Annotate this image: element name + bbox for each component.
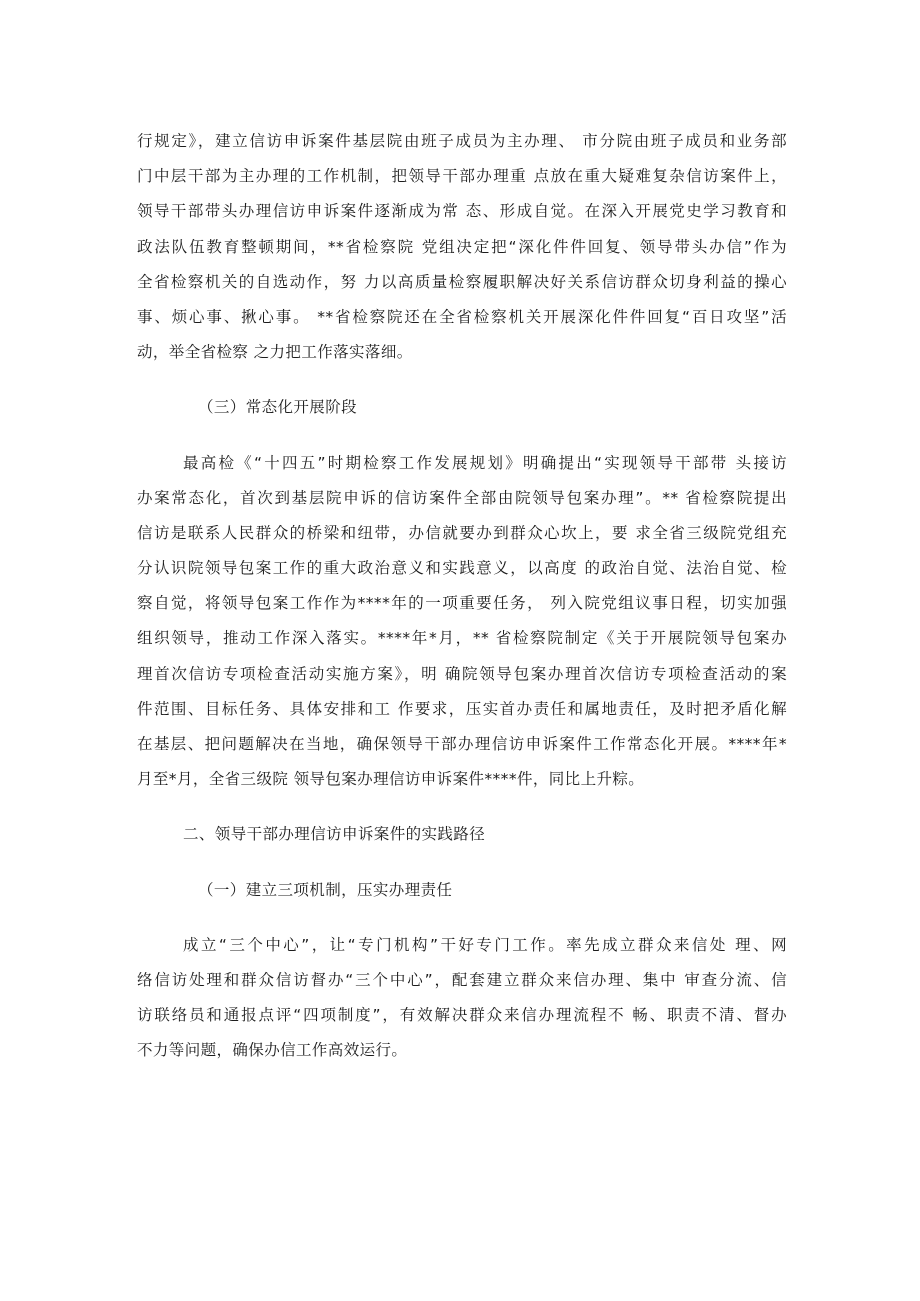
- text-line: 信访是联系人民群众的桥梁和纽带，办信就要办到群众心坎上，要 求全省三级院党组充: [137, 523, 787, 542]
- text-line: 分认识院领导包案工作的重大政治意义和实践意义，以高度 的政治自觉、法治自觉、检: [137, 559, 787, 578]
- document-body: [137, 124, 787, 1069]
- text-line: 访联络员和通报点评“四项制度”，有效解决群众来信办理流程不 畅、职责不清、督办: [137, 1006, 787, 1025]
- text-line: 不力等问题，确保办信工作高效运行。: [137, 1041, 408, 1060]
- text-line: 办案常态化，首次到基层院申诉的信访案件全部由院领导包案办理”。** 省检察院提出: [137, 488, 787, 507]
- paragraph: [137, 928, 787, 1069]
- text-line: 成立“三个中心”，让“专门机构”干好专门工作。率先成立群众来信处 理、网: [183, 935, 787, 954]
- text-line: 政法队伍教育整顿期间，**省检察院 党组决定把“深化件件回复、领导带头办信”作为: [137, 237, 787, 256]
- text-line: 理首次信访专项检查活动实施方案》，明 确院领导包案办理首次信访专项检查活动的案: [137, 664, 787, 683]
- text-line: 在基层、把问题解决在当地，确保领导干部办理信访申诉案件工作常态化开展。****年*: [137, 735, 787, 753]
- text-line: 领导干部带头办理信访申诉案件逐渐成为常 态、形成自觉。在深入开展党史学习教育和: [137, 202, 787, 221]
- text-line: 动，举全省检察 之力把工作落实落细。: [137, 343, 413, 362]
- section-heading: （一）建立三项机制，压实办理责任: [198, 880, 453, 899]
- section-heading: （三）常态化开展阶段: [198, 398, 358, 417]
- text-line: 全省检察机关的自选动作，努 力以高质量检察履职解决好关系信访群众切身利益的操心: [137, 272, 787, 291]
- text-line: 件范围、目标任务、具体安排和工 作要求，压实首办责任和属地责任，及时把矛盾化解: [137, 699, 787, 718]
- paragraph: [137, 446, 787, 798]
- text-line: 行规定》，建立信访申诉案件基层院由班子成员为主办理、 市分院由班子成员和业务部: [137, 132, 787, 150]
- text-line: 事、烦心事、揪心事。 **省检察院还在全省检察机关开展深化件件回复“百日攻坚”活: [137, 307, 787, 326]
- text-line: 门中层干部为主办理的工作机制，把领导干部办理重 点放在重大疑难复杂信访案件上，: [137, 167, 787, 186]
- text-line: 月至*月，全省三级院 领导包案办理信访申诉案件****件，同比上升粽。: [137, 770, 645, 789]
- paragraph-continued: [137, 124, 787, 370]
- text-line: 络信访处理和群众信访督办“三个中心”，配套建立群众来信办理、集中 审查分流、信: [137, 970, 787, 989]
- text-line: 察自觉，将领导包案工作作为****年的一项重要任务， 列入院党组议事日程，切实加强: [137, 594, 787, 613]
- text-line: 最高检《“十四五”时期检察工作发展规划》明确提出“实现领导干部带 头接访: [183, 453, 787, 472]
- text-line: 组织领导，推动工作深入落实。****年*月，** 省检察院制定《关于开展院领导包案办: [137, 629, 787, 648]
- chapter-heading: 二、领导干部办理信访申诉案件的实践路径: [183, 825, 486, 844]
